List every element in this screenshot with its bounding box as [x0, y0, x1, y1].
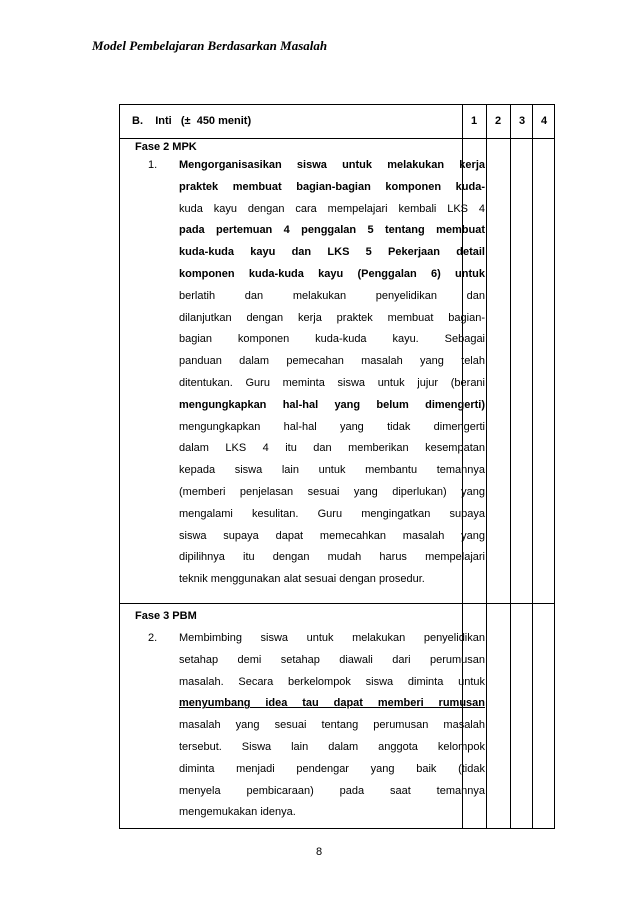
- text-line: setahap demi setahap diawali dari perumusan: [179, 653, 485, 666]
- rating-column-1: 1: [470, 115, 478, 127]
- text-line: bagian komponen kuda-kuda kayu. Sebagai: [179, 333, 485, 346]
- text-line: mengemukakan idenya.: [179, 806, 296, 819]
- text-line: masalah yang sesuai tentang perumusan masalah: [179, 719, 485, 732]
- rating-column-2: 2: [494, 115, 502, 127]
- phase-label: Fase 2 MPK: [135, 141, 197, 153]
- column-divider: [510, 105, 511, 828]
- text-line: dipilihnya itu dengan mudah harus mempelajari: [179, 551, 485, 564]
- row-divider: [120, 603, 554, 604]
- text-line: siswa supaya dapat memecahkan masalah yang: [179, 529, 485, 542]
- row-divider: [120, 138, 554, 139]
- document-header: Model Pembelajaran Berdasarkan Masalah: [92, 38, 328, 53]
- text-line: komponen kuda-kuda kayu (Penggalan 6) untuk: [179, 267, 485, 280]
- phase-label: Fase 3 PBM: [135, 610, 197, 622]
- text-line: praktek membuat bagian-bagian komponen kuda-: [179, 180, 485, 193]
- text-line: dalam LKS 4 itu dan memberikan kesempatan: [179, 442, 485, 455]
- item-text: [179, 155, 485, 591]
- column-divider: [532, 105, 533, 828]
- lesson-plan-table: [119, 104, 555, 829]
- text-line: Membimbing siswa untuk melakukan penyelidikan: [179, 632, 485, 644]
- text-line: Mengorganisasikan siswa untuk melakukan kerja: [179, 159, 485, 171]
- rating-column-4: 4: [540, 115, 548, 127]
- item-number: 2.: [148, 632, 158, 644]
- item-text: [179, 628, 485, 824]
- text-line: kuda kayu dengan cara mempelajari kembali LKS 4: [179, 202, 485, 215]
- text-line: mengungkapkan hal-hal yang tidak dimengerti: [179, 420, 485, 433]
- text-line: menyela pembicaraan) pada saat temannya: [179, 784, 485, 797]
- text-line: berlatih dan melakukan penyelidikan dan: [179, 289, 485, 302]
- text-line: menyumbang idea tau dapat memberi rumusan: [179, 697, 485, 710]
- text-line: kuda-kuda kayu dan LKS 5 Pekerjaan detail: [179, 246, 485, 259]
- text-line: teknik menggunakan alat sesuai dengan prosedur.: [179, 573, 425, 586]
- text-line: panduan dalam pemecahan masalah yang telah: [179, 355, 485, 368]
- text-line: dilanjutkan dengan kerja praktek membuat bagian-: [179, 311, 485, 324]
- text-line: mengungkapkan hal-hal yang belum dimengerti): [179, 398, 485, 411]
- section-title: B. Inti (± 450 menit): [132, 115, 252, 127]
- text-line: tersebut. Siswa lain dalam anggota kelompok: [179, 740, 485, 753]
- text-line: ditentukan. Guru meminta siswa untuk jujur (berani: [179, 376, 485, 389]
- text-line: masalah. Secara berkelompok siswa diminta untuk: [179, 675, 485, 688]
- text-line: diminta menjadi pendengar yang baik (tidak: [179, 762, 485, 775]
- column-divider: [486, 105, 487, 828]
- rating-column-3: 3: [518, 115, 526, 127]
- text-line: mengalami kesulitan. Guru mengingatkan supaya: [179, 507, 485, 520]
- text-line: kepada siswa lain untuk membantu temannya: [179, 464, 485, 477]
- text-line: pada pertemuan 4 penggalan 5 tentang membuat: [179, 224, 485, 237]
- item-number: 1.: [148, 159, 158, 171]
- text-line: (memberi penjelasan sesuai yang diperlukan) yang: [179, 485, 485, 498]
- page-number: 8: [315, 846, 323, 858]
